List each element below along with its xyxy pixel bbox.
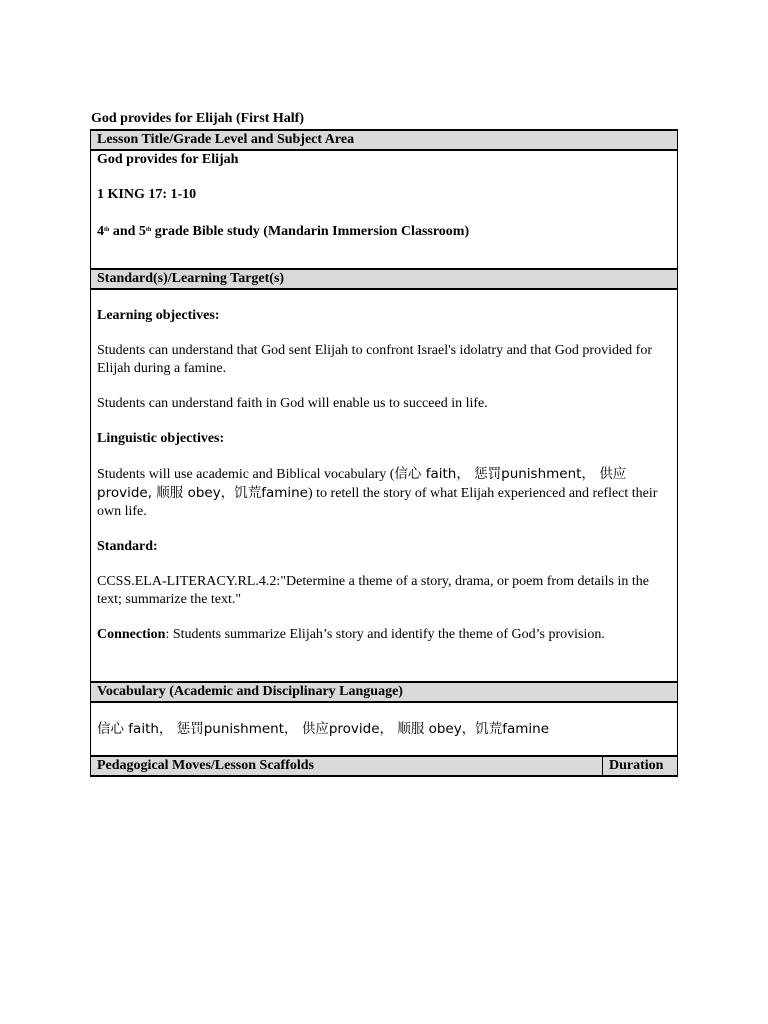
vocabulary-body [91,702,678,756]
standard-heading: Standard: [97,539,158,554]
lesson-title-body-row [91,150,678,269]
lesson-title-body [91,150,678,269]
vocabulary-list: 信心 faith， 惩罚punishment， 供应provide， 顺服 obey，饥荒famine [97,721,550,737]
lesson-title-header: Lesson Title/Grade Level and Subject Area [91,130,678,150]
duration-header: Duration [603,756,678,776]
connection-label: Connection [97,627,166,642]
scripture-reference: 1 KING 17: 1-10 [97,187,197,202]
pedagogical-header-row [91,756,678,776]
ordinal-1: th [104,227,110,233]
vocabulary-header-row [91,682,678,702]
standards-body [91,289,678,682]
grade-number-2: and 5 [109,224,146,239]
lesson-plan-table [90,129,678,777]
standards-body-row [91,289,678,682]
vocabulary-header: Vocabulary (Academic and Disciplinary Language) [91,682,678,702]
learning-objective-2: Students can understand faith in God will enable us to succeed in life. [97,396,488,411]
connection-text [97,626,671,644]
grade-level [97,221,671,241]
linguistic-objective-intro: Students will use academic and Biblical vocabulary ( [97,467,395,482]
linguistic-vocab-list: 信心 faith， 惩罚punishment， 供应provide, 顺服 obey，饥荒famine [97,466,627,501]
ordinal-2: th [145,227,152,233]
learning-objective-1: Students can understand that God sent Elijah to confront Israel's idolatry and that God provided for Elijah during a famine. [97,343,653,376]
grade-subject: grade Bible study (Mandarin Immersion Classroom) [151,224,470,239]
standards-header: Standard(s)/Learning Target(s) [91,269,678,289]
pedagogical-header: Pedagogical Moves/Lesson Scaffolds [91,756,603,776]
learning-objectives-heading: Learning objectives: [97,308,220,323]
standards-header-row [91,269,678,289]
lesson-title-header-row [91,130,678,150]
connection-body: : Students summarize Elijah’s story and identify the theme of God’s provision. [165,627,605,642]
grade-number-1: 4 [97,224,104,239]
lesson-title: God provides for Elijah [97,152,239,167]
linguistic-objective-end: ) to retell the story of what Elijah experienced and reflect their own life. [97,486,658,519]
standard-text: CCSS.ELA-LITERACY.RL.4.2:"Determine a theme of a story, drama, or poem from details in the text; summarize the text." [97,574,649,607]
document-title: God provides for Elijah (First Half) [91,111,304,126]
vocabulary-body-row [91,702,678,756]
linguistic-objectives-heading: Linguistic objectives: [97,431,225,446]
linguistic-objective [97,465,671,521]
